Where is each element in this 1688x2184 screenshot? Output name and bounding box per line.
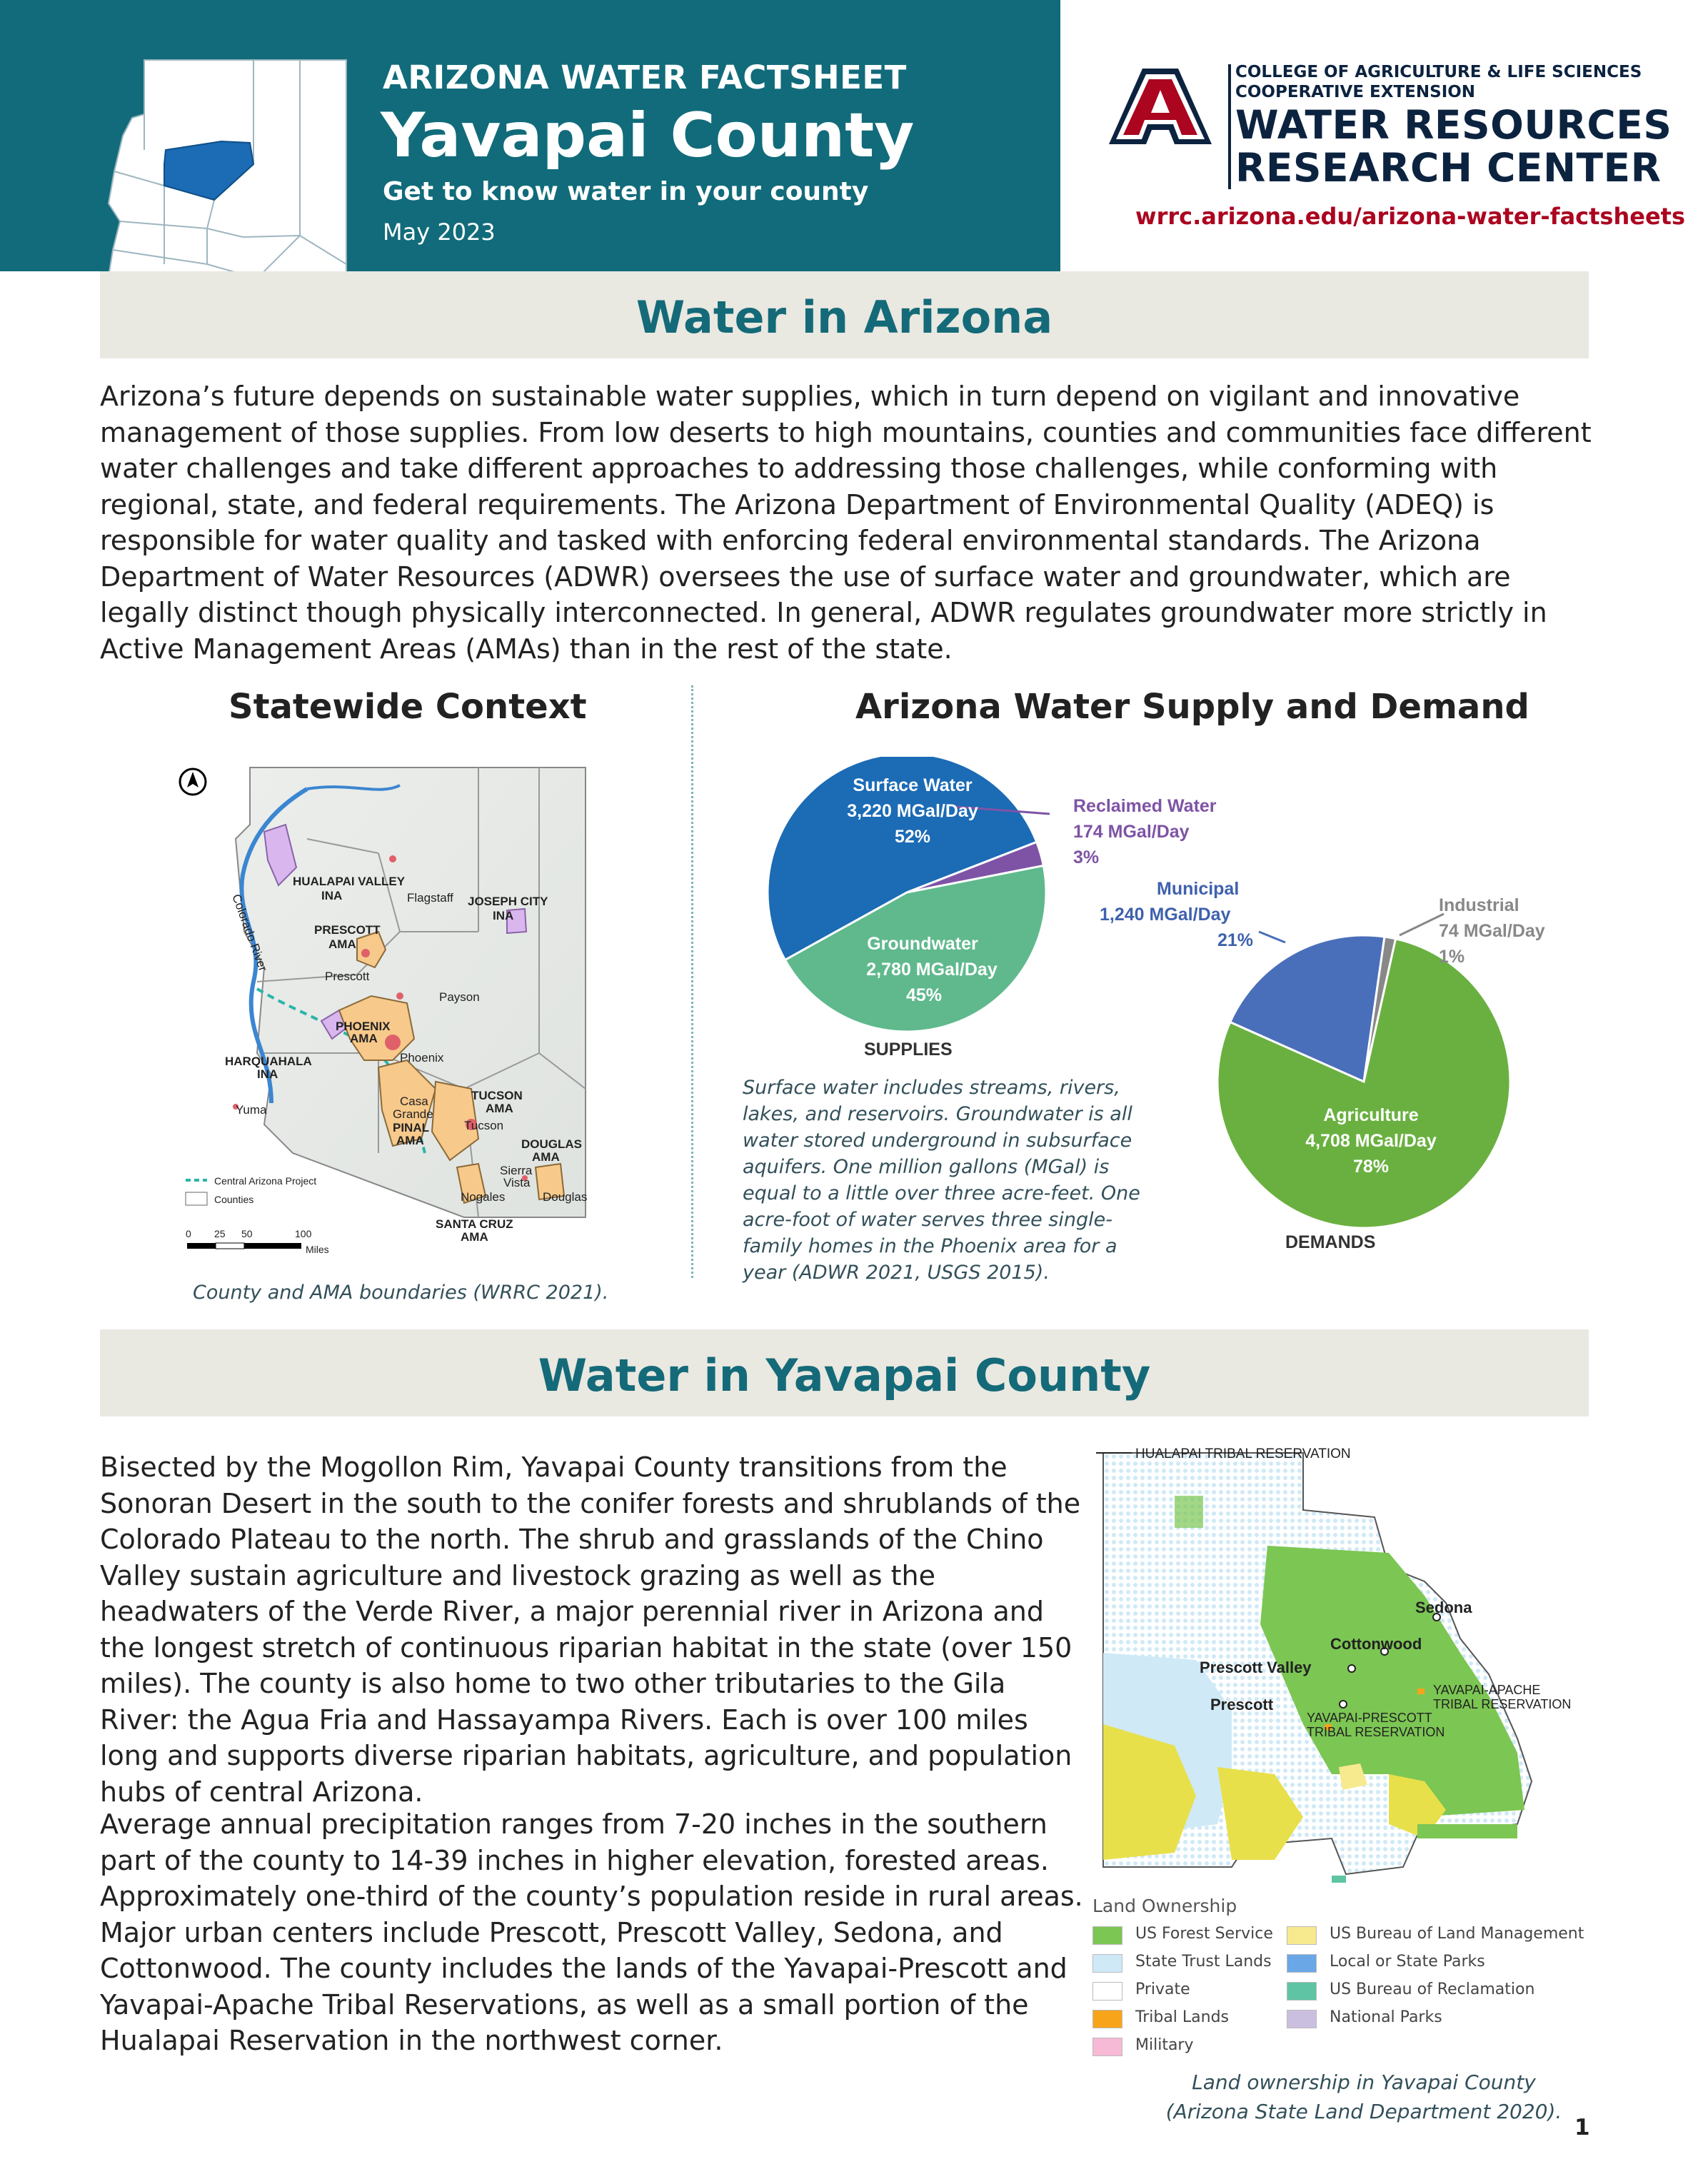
logo-divider	[1228, 64, 1231, 189]
map-label-douglas-ama: DOUGLAS	[521, 1137, 582, 1151]
caption-line-1: Land ownership in Yavapai County	[1192, 2070, 1536, 2094]
label-municipal-pct: 21%	[1217, 930, 1254, 950]
supply-demand-note: Surface water includes streams, rivers, lakes, and reservoirs. Groundwater is all water stored underground in subsurface aquifers. One million gallons (MGal) is equal to a little over three acre-feet. One acre-foot of water serves three single-family homes in the Phoenix area for a year (ADWR 2021, USGS 2015).	[743, 1077, 1140, 1284]
section-band-water-in-yavapai	[100, 1329, 1589, 1416]
legend-swatch	[1092, 2010, 1122, 2028]
map-label-douglas-ama-2: AMA	[532, 1150, 560, 1164]
legend-swatch	[1287, 2010, 1317, 2028]
label-industrial-name: Industrial	[1439, 895, 1519, 915]
map-label-hualapai-ina-2: INA	[321, 889, 343, 902]
label-municipal-name: Municipal	[1157, 879, 1240, 899]
map-label-prescott-valley: Prescott Valley	[1200, 1659, 1312, 1676]
label-agriculture-name: Agriculture	[1323, 1105, 1419, 1125]
legend-swatch	[1287, 1954, 1317, 1973]
map-label-yavapai-prescott-2: TRIBAL RESERVATION	[1307, 1725, 1445, 1739]
supply-demand-title: Arizona Water Supply and Demand	[855, 687, 1529, 727]
page-title: Yavapai County	[381, 100, 915, 171]
map-label-hualapai-reservation: HUALAPAI TRIBAL RESERVATION	[1135, 1446, 1351, 1461]
statewide-caption: County and AMA boundaries (WRRC 2021).	[193, 1282, 609, 1304]
scale-unit: Miles	[306, 1244, 329, 1253]
map-label-yavapai-prescott: YAVAPAI-PRESCOTT	[1307, 1711, 1432, 1725]
map-label-sierra-vista-2: Vista	[503, 1176, 531, 1189]
intro-paragraph: Arizona’s future depends on sustainable water supplies, which in turn depend on vigilant and innovative management of those supplies. From low deserts to high mountains, counties and communities face different water challenges and take different approaches to addressing those challenges, while conforming with regional, state, and federal requirements. The Arizona Department of Environmental Quality (ADEQ) is responsible for water quality and tasked with enforcing federal environmental standards. The Arizona Department of Water Resources (ADWR) oversees the use of surface water and groundwater, which are legally distinct though physically interconnected. In general, ADWR regulates groundwater more strictly in Active Management Areas (AMAs) than in the rest of the state.	[100, 381, 1592, 665]
map-label-joseph-city-2: INA	[493, 909, 514, 922]
legend-item-label: US Bureau of Reclamation	[1330, 1981, 1535, 1998]
section-heading: Water in Yavapai County	[538, 1349, 1151, 1402]
legend-swatch	[1092, 1926, 1122, 1945]
label-municipal-value: 1,240 MGal/Day	[1100, 905, 1231, 925]
legend-swatch	[1092, 1954, 1122, 1973]
map-label-phoenix-ama: PHOENIX	[336, 1020, 391, 1033]
yavapai-paragraph-1: Bisected by the Mogollon Rim, Yavapai County transitions from the Sonoran Desert in the south to the conifer forests and shrublands of the Colorado Plateau to the north. The shrub and grasslands of the Chino Valley sustain agriculture and livestock grazing as well as the headwaters of the Verde River, a major perennial river in Arizona and the longest stretch of continuous riparian habitat in the state (over 150 miles). The county is also home to two other tributaries to the Gila River: the Agua Fria and Hassayampa Rivers. Each is over 100 miles long and supports diverse riparian habitats, agriculture, and population hubs of central Arizona.	[100, 1451, 1081, 1808]
map-label-yuma: Yuma	[236, 1103, 267, 1117]
legend-item-label: National Parks	[1330, 2008, 1442, 2026]
map-legend-counties: Counties	[214, 1194, 254, 1205]
yavapai-map-caption	[1139, 2068, 1589, 2126]
scale-label-50: 50	[241, 1228, 253, 1239]
map-label-casa-grande-2: Grande	[393, 1107, 433, 1121]
label-reclaimed-pct: 3%	[1073, 847, 1100, 867]
map-label-payson: Payson	[439, 990, 480, 1004]
label-groundwater-name: Groundwater	[867, 934, 978, 954]
yavapai-paragraph-2: Average annual precipitation ranges from 7-20 inches in the southern part of the county to 14-39 inches in higher elevation, forested areas. Approximately one-third of the county’s population reside in rural areas. Major urban centers include Prescott, Prescott Valley, Sedona, and Cottonwood. The county includes the lands of the Yavapai-Prescott and Yavapai-Apache Tribal Reservations, as well as a small portion of the Hualapai Reservation in the northwest corner.	[100, 1808, 1083, 2056]
map-label-joseph-city: JOSEPH CITY	[468, 895, 548, 908]
map-label-flagstaff: Flagstaff	[407, 891, 453, 905]
map-label-prescott-ama: PRESCOTT	[314, 923, 381, 937]
center-name-line1: WATER RESOURCES	[1235, 102, 1672, 148]
map-label-santa-cruz-ama-2: AMA	[461, 1230, 488, 1244]
scale-label-100: 100	[295, 1228, 312, 1239]
college-name: COLLEGE OF AGRICULTURE & LIFE SCIENCES	[1235, 63, 1642, 81]
map-label-casa-grande: Casa	[400, 1094, 428, 1108]
label-groundwater-pct: 45%	[905, 985, 943, 1005]
legend-item-label: US Forest Service	[1135, 1925, 1273, 1943]
map-label-sierra-vista: Sierra	[500, 1164, 533, 1177]
yavapai-land-ownership-map	[1089, 1439, 1589, 1888]
header-date: May 2023	[383, 218, 496, 246]
legend-title: Land Ownership	[1092, 1896, 1237, 1916]
label-surface-water-value: 3,220 MGal/Day	[847, 801, 978, 821]
map-legend-cap: Central Arizona Project	[214, 1175, 317, 1187]
map-label-tucson-ama-2: AMA	[486, 1102, 513, 1115]
legend-item-label: Private	[1135, 1981, 1190, 1998]
demand-pie	[1217, 935, 1510, 1228]
label-groundwater-value: 2,780 MGal/Day	[866, 960, 998, 980]
label-reclaimed-value: 174 MGal/Day	[1073, 822, 1190, 842]
statewide-context-title: Statewide Context	[228, 687, 587, 727]
factsheet-url-link[interactable]: wrrc.arizona.edu/arizona-water-factsheets	[1135, 203, 1685, 230]
map-label-sedona: Sedona	[1415, 1599, 1472, 1616]
label-reclaimed-name: Reclaimed Water	[1073, 796, 1217, 816]
header-overline: ARIZONA WATER FACTSHEET	[383, 59, 907, 96]
map-label-douglas: Douglas	[543, 1190, 588, 1204]
legend-item-label: Military	[1135, 2036, 1194, 2054]
label-industrial-pct: 1%	[1439, 947, 1465, 967]
label-surface-water-name: Surface Water	[853, 775, 973, 795]
map-label-cottonwood: Cottonwood	[1330, 1635, 1422, 1653]
extension-name: COOPERATIVE EXTENSION	[1235, 83, 1476, 101]
legend-item-label: State Trust Lands	[1135, 1953, 1272, 1971]
scale-label-0: 0	[186, 1228, 191, 1239]
university-arizona-logo	[1103, 66, 1217, 151]
scale-label-25: 25	[214, 1228, 226, 1239]
map-label-yavapai-apache-2: TRIBAL RESERVATION	[1433, 1697, 1572, 1711]
supplies-label: SUPPLIES	[864, 1040, 953, 1060]
column-divider	[691, 685, 693, 1278]
section-heading: Water in Arizona	[635, 291, 1053, 343]
legend-item-label: US Bureau of Land Management	[1330, 1925, 1584, 1943]
map-label-phoenix: Phoenix	[400, 1051, 444, 1065]
statewide-context-map	[164, 753, 621, 1253]
header-subtitle: Get to know water in your county	[383, 177, 869, 206]
map-label-harquahala-2: INA	[257, 1067, 278, 1081]
map-label-pinal-ama: PINAL	[393, 1121, 429, 1134]
legend-swatch	[1287, 1982, 1317, 2001]
legend-item-label: Tribal Lands	[1135, 2008, 1230, 2026]
label-surface-water-pct: 52%	[894, 827, 931, 847]
map-label-harquahala: HARQUAHALA	[225, 1055, 312, 1068]
page-number: 1	[1574, 2115, 1590, 2140]
caption-line-2: (Arizona State Land Department 2020).	[1165, 2100, 1562, 2123]
map-label-santa-cruz-ama: SANTA CRUZ	[436, 1217, 513, 1231]
label-agriculture-pct: 78%	[1352, 1157, 1390, 1177]
label-agriculture-value: 4,708 MGal/Day	[1305, 1131, 1437, 1151]
map-label-pinal-ama-2: AMA	[396, 1134, 424, 1147]
map-label-tucson-ama: TUCSON	[471, 1089, 523, 1102]
map-label-yavapai-apache: YAVAPAI-APACHE	[1433, 1683, 1541, 1697]
center-name-line2: RESEARCH CENTER	[1235, 145, 1662, 191]
map-label-tucson: Tucson	[464, 1119, 504, 1132]
legend-swatch	[1092, 1982, 1122, 2001]
map-label-prescott: Prescott	[325, 970, 370, 983]
demands-label: DEMANDS	[1285, 1232, 1376, 1252]
legend-swatch	[1092, 2038, 1122, 2056]
map-label-nogales: Nogales	[461, 1190, 506, 1204]
map-label-prescott: Prescott	[1210, 1696, 1274, 1714]
label-industrial-value: 74 MGal/Day	[1439, 921, 1545, 941]
legend-item-label: Local or State Parks	[1330, 1953, 1485, 1971]
map-label-colorado-river: Colorado River	[229, 892, 270, 973]
map-label-phoenix-ama-2: AMA	[350, 1032, 378, 1045]
legend-swatch	[1287, 1926, 1317, 1945]
map-label-prescott-ama-2: AMA	[328, 937, 356, 951]
map-label-hualapai-ina: HUALAPAI VALLEY	[293, 875, 406, 888]
section-band-water-in-arizona	[100, 271, 1589, 358]
